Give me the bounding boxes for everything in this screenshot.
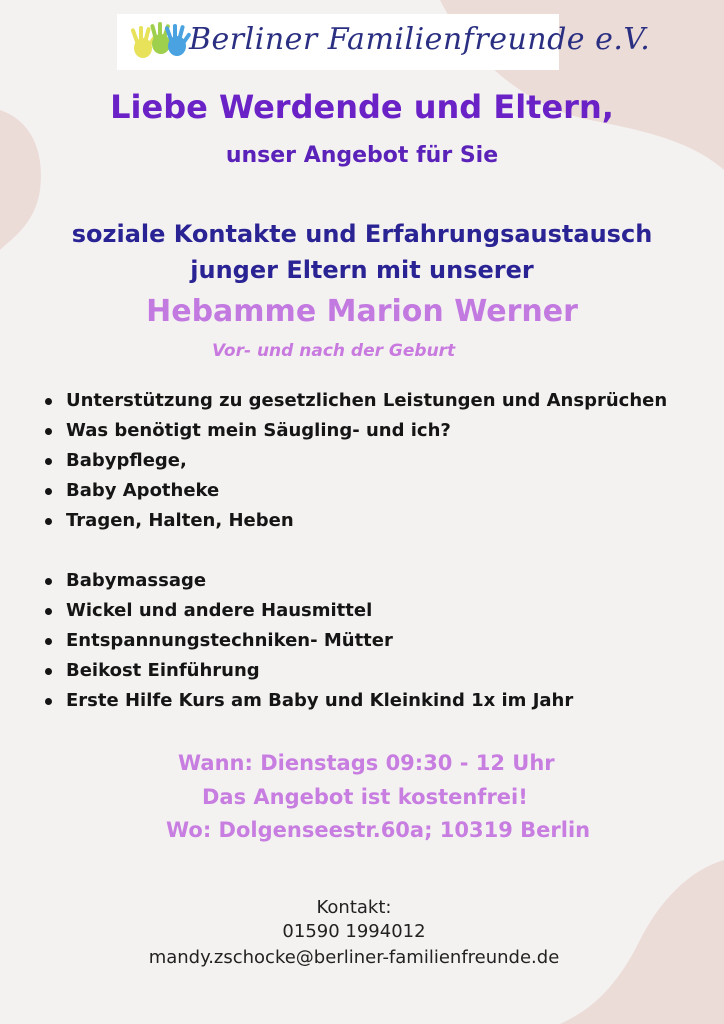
contact-phone: 01590 1994012: [282, 921, 426, 942]
midwife-subtitle: Vor- und nach der Geburt: [212, 341, 456, 361]
logo-text: Berliner Familienfreunde e.V.: [189, 22, 651, 57]
list-item: Was benötigt mein Säugling- und ich?: [40, 416, 667, 446]
schedule-text: Wann: Dienstags 09:30 - 12 Uhr: [178, 751, 555, 775]
list-item: Wickel und andere Hausmittel: [40, 596, 573, 626]
contact-label: Kontakt:: [316, 897, 392, 918]
free-offer-text: Das Angebot ist kostenfrei!: [202, 785, 528, 809]
topics-list-1: [40, 386, 667, 536]
intro-line-2: junger Eltern mit unserer: [190, 256, 534, 284]
midwife-name: Hebamme Marion Werner: [146, 294, 578, 329]
list-item: Erste Hilfe Kurs am Baby und Kleinkind 1x im Jahr: [40, 686, 573, 716]
list-item: Beikost Einführung: [40, 656, 573, 686]
list-item: Babymassage: [40, 566, 573, 596]
intro-line-1: soziale Kontakte und Erfahrungsaustausch: [71, 220, 653, 248]
address-text: Wo: Dolgenseestr.60a; 10319 Berlin: [166, 818, 591, 842]
list-item: Tragen, Halten, Heben: [40, 506, 667, 536]
hands-icon: [125, 18, 195, 68]
list-item: Entspannungstechniken- Mütter: [40, 626, 573, 656]
sub-heading: unser Angebot für Sie: [225, 143, 499, 168]
list-item: Unterstützung zu gesetzlichen Leistungen und Ansprüchen: [40, 386, 667, 416]
list-item: Babypflege,: [40, 446, 667, 476]
topics-list-2: [40, 566, 573, 716]
contact-email: mandy.zschocke@berliner-familienfreunde.de: [148, 947, 560, 968]
main-heading: Liebe Werdende und Eltern,: [110, 88, 614, 126]
logo-banner: [117, 14, 651, 70]
list-item: Baby Apotheke: [40, 476, 667, 506]
